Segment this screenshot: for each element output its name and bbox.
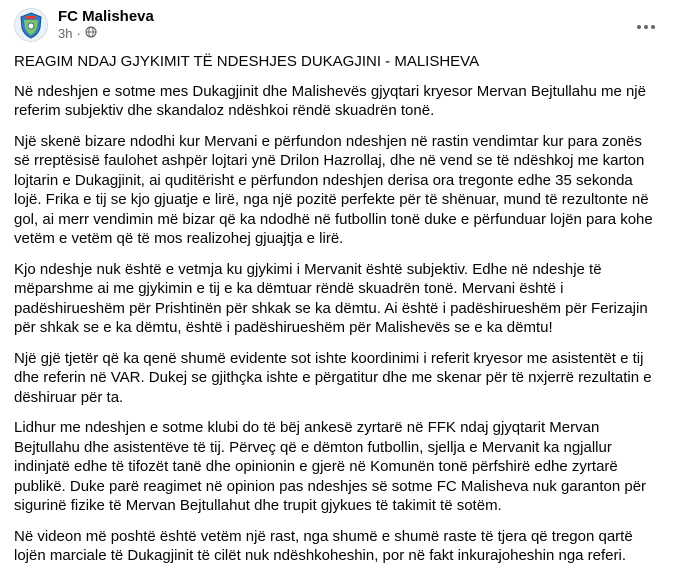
separator-dot: · bbox=[76, 26, 81, 41]
post-body bbox=[14, 52, 660, 577]
post-paragraph: Në videon më poshtë është vetëm një rast, nga shumë e shumë raste të tjera që tregon qartë lojën marciale të Dukagjinit të cilët nuk ndëshkoheshin, por në fakt inkurajoheshin nga referi. bbox=[14, 527, 633, 564]
post-meta bbox=[58, 8, 154, 42]
globe-icon bbox=[85, 26, 97, 42]
post-paragraph: Lidhur me ndeshjen e sotme klubi do të bëj ankesë zyrtarë në FFK ndaj gjyqtarit Mervan Bejtullahu dhe asistentëve të tij. Përveç që e dëmton futbollin, sjellja e Mervanit ka ngjallur indinjatë edhe të tifozët tanë dhe opinionin e gjerë në Komunën tonë përfshirë edhe zyrtarë publikë. Duke parë reagimet në opinion pas ndeshjes së sotme FC Malisheva nuk garanton për sigurinë fizike të Mervan Bejtullahut dhe trupit gjykues të takimit të sotëm. bbox=[14, 419, 647, 514]
post-timestamp[interactable]: 3h bbox=[58, 26, 73, 41]
page-avatar[interactable] bbox=[14, 8, 48, 42]
page-name-link[interactable]: FC Malisheva bbox=[58, 8, 154, 25]
post-header bbox=[14, 8, 154, 42]
post-paragraph: Kjo ndeshje nuk është e vetmja ku gjykimi i Mervanit është subjektiv. Edhe në ndeshje të mëparshme ai me gjykimin e tij e ka dëmtuar rëndë skuadrën tonë. Mervani është i padëshirueshëm për Prishtinën për shkak se ka dëmtu. Ai është i padëshirueshëm për Ferizajin për shkak se e ka dëmtu, është i padëshirueshëm për Malishevës se e ka dëmtu! bbox=[14, 260, 648, 336]
post-paragraph: Një gjë tjetër që ka qenë shumë evidente sot ishte koordinimi i referit kryesor me asistentët e tij dhe referin në VAR. Dukej se gjithçka ishte e përgatitur dhe me skenar për të nxjerrë rezultatin e dëshiruar për ta. bbox=[14, 349, 652, 406]
post-paragraph: Një skenë bizare ndodhi kur Mervani e përfundon ndeshjen në rastin vendimtar kur para zonës së rreptësisë faulohet ashpër lojtari ynë Drilon Hazrollaj, dhe në vend se të ndëshkoj me karton lojtarin e Dukagjinit, ai quditërisht e përfundon ndeshjen derisa ora tregonte edhe 35 sekonda lojë. Frika e tij se kjo gjuatje e lirë, nga një pozitë perfekte për të shënuar, mund të rezultonte në gol, ai merr vendimin më bizar që ka ndodhë në futbollin tonë duke e përfunduar lojën para kohe vetëm e vetëm që të mos realizohej gjuajtja e lirë. bbox=[14, 132, 653, 247]
post-subline bbox=[58, 26, 154, 42]
more-options-button[interactable] bbox=[630, 10, 662, 38]
more-horizontal-icon bbox=[636, 14, 656, 34]
club-crest-logo bbox=[16, 10, 46, 40]
post-paragraph: Në ndeshjen e sotme mes Dukagjinit dhe Malishevës gjyqtari kryesor Mervan Bejtullahu me një referim subjektiv dhe skandaloz ndëshkoi rëndë skuadrën tonë. bbox=[14, 82, 646, 119]
post-title: REAGIM NDAJ GJYKIMIT TË NDESHJES DUKAGJINI - MALISHEVA bbox=[14, 53, 480, 70]
